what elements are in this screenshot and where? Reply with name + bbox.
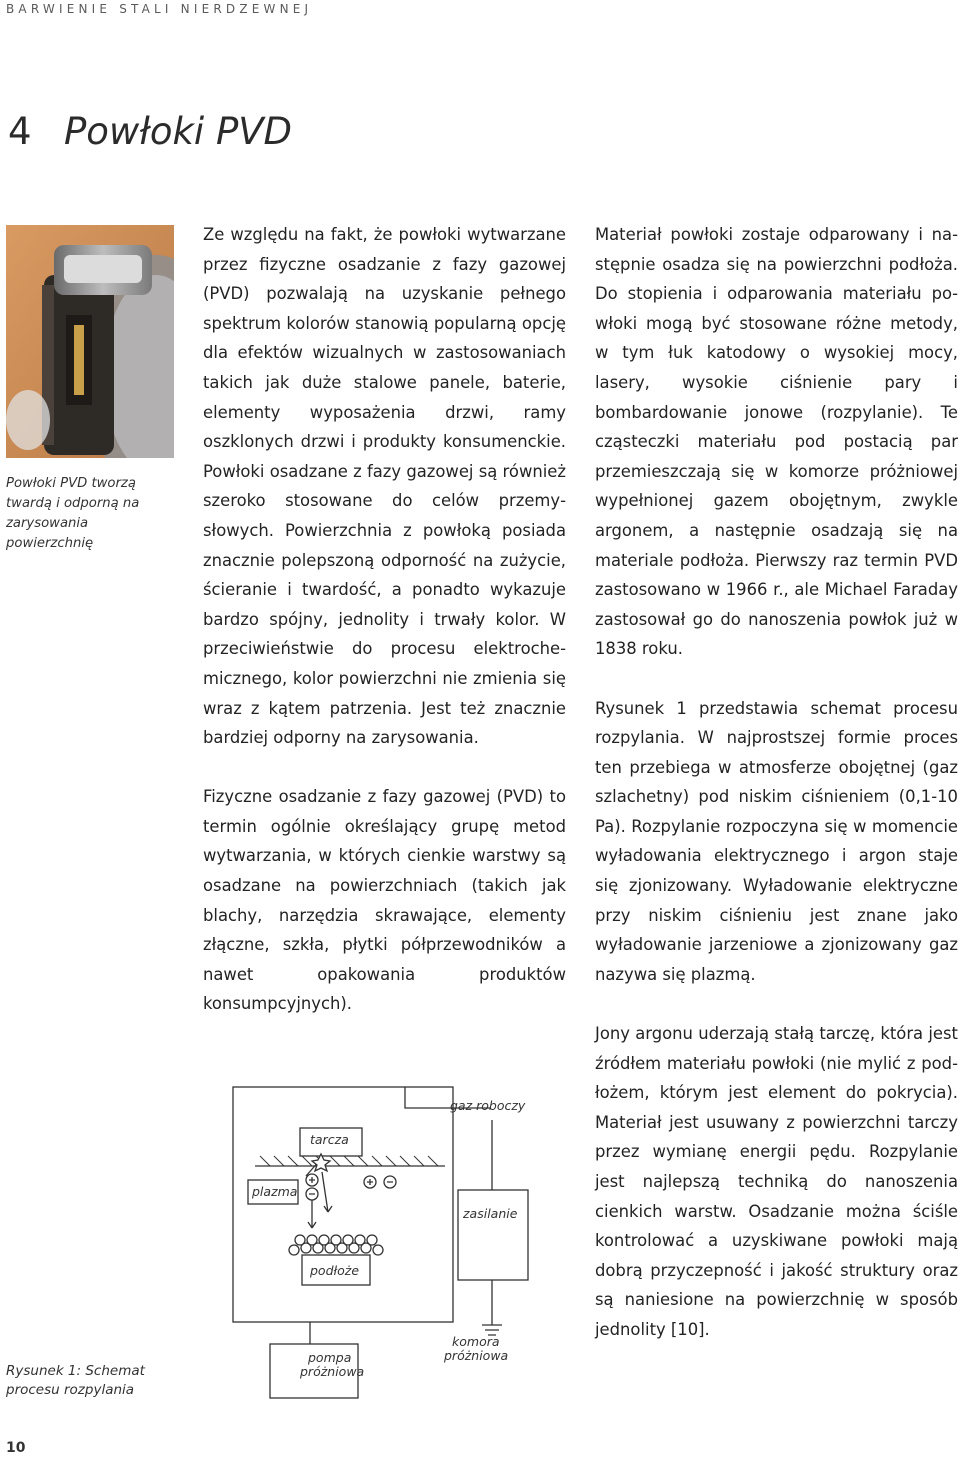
section-title-text: Powłoki PVD xyxy=(64,110,293,153)
diagram-label-vacuum-pump-line2: próżniowa xyxy=(300,1364,365,1379)
diagram-label-target: tarcza xyxy=(310,1132,349,1147)
body-column-middle xyxy=(203,220,566,1019)
diagram-label-substrate: podłoże xyxy=(310,1263,360,1278)
body-column-right xyxy=(595,220,958,1345)
figure-caption: Rysunek 1: Schemat procesu rozpylania xyxy=(6,1363,145,1398)
diagram-label-vacuum-chamber-line2: próżniowa xyxy=(444,1348,509,1363)
running-header: BARWIENIE STALI NIERDZEWNEJ xyxy=(6,2,313,16)
section-number: 4 xyxy=(8,110,32,153)
diagram-label-plasma: plazma xyxy=(252,1184,298,1199)
photo-caption: Powłoki PVD tworzą twardą i odporną na zarysowania powierzchnię xyxy=(6,476,140,551)
pvd-coated-fitting-photo xyxy=(6,225,174,458)
paragraph: Rysunek 1 przedstawia schemat procesu rozpylania. W najprostszej formie proces ten przebiega w atmosferze obojętnej (gaz szlachetny) pod niskim ciśnieniem (0,1-10 Pa). Rozpylanie rozpoczyna się w momencie wyładowania elektrycznego i argon staje się zjonizowany. Wyładowanie elektryczne przy niskim ciśnieniu jest znane jako wyładowanie jarzeniowe a zjonizowany gaz nazywa się plazmą. xyxy=(595,698,958,984)
photo-illustration xyxy=(6,225,174,458)
diagram-label-vacuum-chamber-line1: komora xyxy=(452,1334,500,1349)
paragraph: Jony argonu uderzają stałą tarczę, która jest źródłem materiału powłoki (nie mylić z podłożem, którym jest element do pokrycia). Materiał jest usuwany z powierzchni tarczy przez wymianę energii pędu. Rozpylanie jest najlepszą techniką do nanoszenia cienkich warstw. Osadzanie można ściśle kontrolować a uzyskiwane powłoki mają dobrą przyczepność i jakość struktury oraz są naniesione na powierzchnię w sposób jednolity [10]. xyxy=(595,1024,958,1339)
diagram-label-power-supply: zasilanie xyxy=(463,1206,518,1221)
section-title xyxy=(8,110,292,153)
paragraph: Ze względu na fakt, że powłoki wytwarzane przez fizyczne osadzanie z fazy gazowej (PVD) pozwalają na uzyskanie pełnego spektrum kolorów stanowią popularną opcję dla efektów wizualnych w zastosowaniach takich jak duże stalowe panele, baterie, elementy wyposażenia drzwi, ramy oszklonych drzwi i produkty konsumenckie. Powłoki osadzane z fazy gazowej są również szeroko stosowane do celów przemysłowych. Powierzchnia z powłoką posiada znacznie polepszoną odporność na zużycie, ścieranie i twardość, a ponadto wykazuje bardzo spójny, jednolity i trwały kolor. W przeciwieństwie do procesu elektrochemicznego, kolor powierzchni nie zmienia się wraz z kątem patrzenia. Jest też znacznie bardziej odporny na zarysowania. xyxy=(203,225,566,748)
diagram-label-working-gas: gaz roboczy xyxy=(450,1098,526,1113)
paragraph: Fizyczne osadzanie z fazy gazowej (PVD) to termin ogólnie określający grupę metod wytwarzania, w których cienkie warstwy są osadzane na powierzchniach (takich jak blachy, narzędzia skrawające, elementy złączne, szkła, płytki półprzewodników a nawet opakowania produktów konsumpcyjnych). xyxy=(203,787,566,1014)
sputtering-process-diagram xyxy=(230,1080,560,1410)
page-number: 10 xyxy=(6,1440,26,1456)
paragraph: Materiał powłoki zostaje odparowany i następnie osadza się na powierzchni podłoża. Do stopienia i odparowania materiału powłoki mogą być stosowane różne metody, w tym łuk katodowy o wysokiej mocy, lasery, wysokie ciśnienie pary i bombardowanie jonowe (rozpylanie). Te cząsteczki materiału pod postacią par przemieszczają się w komorze próżniowej wypełnionej gazem obojętnym, zwykle argonem, a następnie osadzają się na materiale podłoża. Pierwszy raz termin PVD zastosowano w 1966 r., ale Michael Faraday zastosował go do nanoszenia powłok już w 1838 roku. xyxy=(595,225,958,659)
diagram-label-vacuum-pump-line1: pompa xyxy=(308,1350,352,1365)
